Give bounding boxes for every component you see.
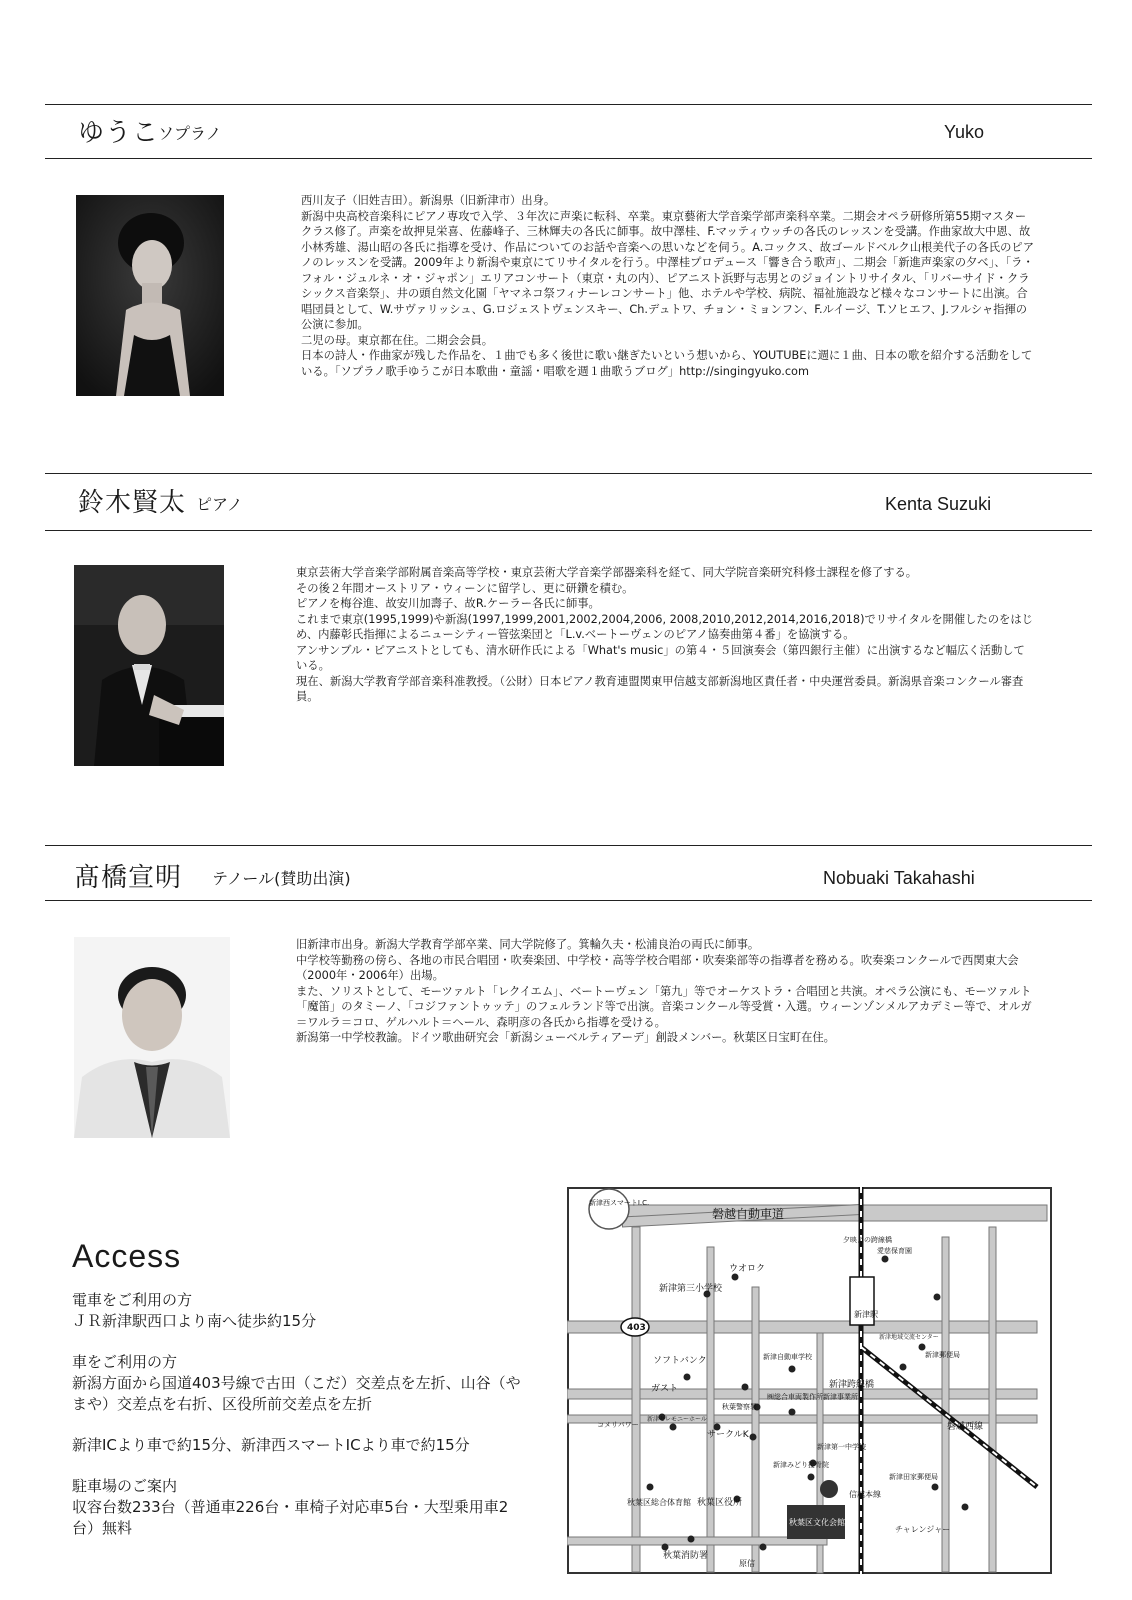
map-label-route: 403 [627,1323,646,1333]
road-v3 [752,1287,759,1572]
car-text: 新潟方面から国道403号線で古田（こだ）交差点を左折、山谷（やまや）交差点を右折、区役所前交差点を左折 [72,1374,521,1413]
section-rule [45,158,1092,159]
section-rule [45,104,1092,105]
performer-bio [301,193,1036,379]
car-heading: 車をご利用の方 [72,1353,178,1371]
map-label-exchange: 新津地域交流センター [879,1334,939,1341]
parking-text: 収容台数233台（普通車226台・車椅子対応車5台・大型乗用車2台）無料 [72,1498,509,1537]
bio-paragraph: また、ソリストとして、モーツァルト「レクイエム」、ベートーヴェン「第九」等でオーケストラ・合唱団と共演。オペラ公演にも、モーツァルト「魔笛」のタミーノ、「コジファントゥッテ」のフェルランド等で出演。音楽コンクール等受賞・入選。ウィーンゾンメルアカデミー等で、オルガ＝ワルラ＝コロ、ゲルハルト＝ヘール、森明彦の各氏から指導を受ける。 [296,984,1032,1029]
bio-paragraph: ピアノを梅谷進、故安川加壽子、故R.ケーラー各氏に師事。 [296,597,600,610]
ic-text: 新津ICより車で約15分、新津西スマートICより車で約15分 [72,1436,470,1454]
bio-paragraph: 西川友子（旧姓吉田）。新潟県（旧新津市）出身。 [301,194,556,207]
section-rule [45,473,1092,474]
bio-paragraph: アンサンブル・ピアニストとしても、清水研作氏による「What's music」の第４・５回演奏会（第四銀行主催）に出演するなど幅広く活動している。 [296,643,1025,672]
train-text: ＪＲ新津駅西口より南へ徒歩約15分 [72,1312,317,1330]
section-rule [45,900,1092,901]
map-label-driving: 新津自動車学校 [763,1353,812,1361]
map-label-komeri: コメリパワー [597,1421,639,1429]
map-label-fire: 秋葉消防署 [663,1551,709,1561]
bio-paragraph: 東京芸術大学音楽学部附属音楽高等学校・東京芸術大学音楽学部器楽科を経て、同大学院音楽研究科修士課程を修了する。 [296,566,918,579]
map-label-harashin: 原信 [739,1559,755,1568]
soprano-portrait [76,195,224,396]
map-label-school3: 新津第三小学校 [659,1284,723,1294]
map-label-police: 秋葉警察署 [722,1403,757,1411]
map-label-venue: 秋葉区文化会館 [789,1518,845,1527]
map-label-station: 新津駅 [854,1310,878,1319]
pianist-portrait [74,565,224,766]
map-label-midori: 新津みどり接骨院 [773,1461,829,1469]
performer-name-en: Kenta Suzuki [885,494,992,514]
map-label-ceremony: 新津セレモニーホール [647,1416,707,1423]
performer-name-ja: 鈴木賢太 [78,488,187,518]
performer-role: テノール(賛助出演) [212,869,351,888]
road-v1 [632,1227,640,1572]
tenor-portrait [74,937,230,1138]
bio-paragraph: 新潟中央高校音楽科にピアノ専攻で入学、３年次に声楽に転科、卒業。東京藝術大学音楽学部声楽科卒業。二期会オペラ研修所第55期マスタークラス修了。声楽を故押見栄喜、佐藤峰子、三林輝夫の各氏に師事。故中澤桂、F.マッティウッチの各氏のレッスンを受講。作曲家故大中恩、故小林秀雄、湯山昭の各氏に指導を受け、作品についてのお話や音楽への思いなどを伺う。A.コックス、故ゴールドベルク山根美代子の各氏のピアノのレッスンを受講。2009年より新潟や東京にてリサイタルを行う。中澤桂プロデュース「響き合う歌声」、二期会「新進声楽家の夕べ」、「ラ・フォル・ジュルネ・オ・ジャポン」エリアコンサート（東京・丸の内）、ピアニスト浜野与志男とのジョイントリサイタル、「リバーサイド・クラシックス音楽祭」、井の頭自然文化園「ヤマネコ祭フィナーレコンサート」他、ホテルや学校、病院、福祉施設など様々なコンサートに出演。合唱団員として、W.サヴァリッシュ、G.ロジェストヴェンスキー、Ch.デュトワ、チョン・ミョンフン、F.ルイージ、T.ソヒエフ、J.フルシャ指揮の公演に参加。 [301,209,1034,331]
map-label-softbank: ソフトバンク [653,1356,707,1366]
map-label-school1: 新津第一中学校 [817,1443,866,1451]
bio-paragraph: 中学校等勤務の傍ら、各地の市民合唱団・吹奏楽団、中学校・高等学校合唱部・吹奏楽部等の指導者を務める。吹奏楽コンクールで西関東大会（2000年・2006年）出場。 [296,953,1019,982]
performer-bio [296,937,1036,1046]
access-info [72,1290,522,1559]
map-label-office: 秋葉区役所 [697,1498,743,1508]
parking-heading: 駐車場のご案内 [72,1477,178,1495]
map-label-expressway: 磐越自動車道 [712,1207,785,1221]
performer-name-en: Yuko [944,122,985,142]
map-label-circlek: サークルK [707,1430,749,1440]
bio-paragraph: 新潟第一中学校教諭。ドイツ歌曲研究会「新潟シューベルティアーデ」創設メンバー。秋葉区日宝町在住。 [296,1031,835,1044]
performer-role: ソプラノ [158,124,222,143]
performer-bio [296,565,1036,705]
smart-ic-marker [589,1189,629,1229]
map-label-sogo: ㈱総合車両製作所新津事業所 [767,1393,858,1401]
map-label-gusto: ガスト [651,1384,679,1394]
bio-paragraph: 日本の詩人・作曲家が残した作品を、１曲でも多く後世に歌い継ぎたいという想いから、YOUTUBEに週に１曲、日本の歌を紹介する活動をしている。「ソプラノ歌手ゆうこが日本歌曲・童謡・唱歌を週１曲歌うブログ」http://singingyuko.com [301,349,1033,378]
map-label-kosen: 新津跨線橋 [829,1380,875,1390]
bio-paragraph: これまで東京(1995,1999)や新潟(1997,1999,2001,2002,2004,2006, 2008,2010,2012,2014,2016,2018)でリサイタルを開催したのをはじめ、内藤彰氏指揮によるニューシティー管弦楽団と「L.v.ベートーヴェンのピアノ協奏曲第４番」を協演する。 [296,612,1033,641]
section-rule [45,530,1092,531]
bio-paragraph: その後２年間オーストリア・ウィーンに留学し、更に研鑽を積む。 [296,581,634,595]
performer-name-ja: ゆうこ [78,118,160,148]
map-label-challenger: チャレンジャー [895,1525,951,1534]
section-rule [45,845,1092,846]
access-title: Access [72,1238,182,1274]
map-label-post: 新津郵便局 [925,1351,960,1359]
map-label-tahuta: 新津田家郵便局 [889,1473,938,1481]
road-v5 [942,1237,949,1572]
performer-name-en: Nobuaki Takahashi [823,868,975,888]
map-label-aijien: 愛慈保育園 [877,1247,912,1255]
train-heading: 電車をご利用の方 [72,1291,193,1309]
road-v6 [989,1227,996,1572]
map-label-uoroku: ウオロク [729,1264,766,1274]
bio-paragraph: 現在、新潟大学教育学部音楽科准教授。（公財）日本ピアノ教育連盟関東甲信越支部新潟地区責任者・中央運営委員。新潟県音楽コンクール審査員。 [296,674,1024,703]
bio-paragraph: 旧新津市出身。新潟大学教育学部卒業、同大学院修了。箕輪久夫・松浦良治の両氏に師事。 [296,938,760,951]
map-label-banetsu-line: 磐越西線 [947,1422,984,1432]
access-map [567,1187,1052,1574]
map-label-shinetsu: 信越本線 [849,1490,881,1499]
performer-role: ピアノ [196,495,243,514]
bio-paragraph: 二児の母。東京都在住。二期会会員。 [301,333,494,347]
venue-marker [820,1480,838,1498]
map-label-bridge: 夕映えの跨線橋 [843,1236,892,1244]
performer-name-ja: 髙橋宣明 [74,863,183,893]
map-label-gym: 秋葉区総合体育館 [627,1498,691,1507]
map-label-smart-ic: 新津西スマートI.C. [589,1199,650,1207]
